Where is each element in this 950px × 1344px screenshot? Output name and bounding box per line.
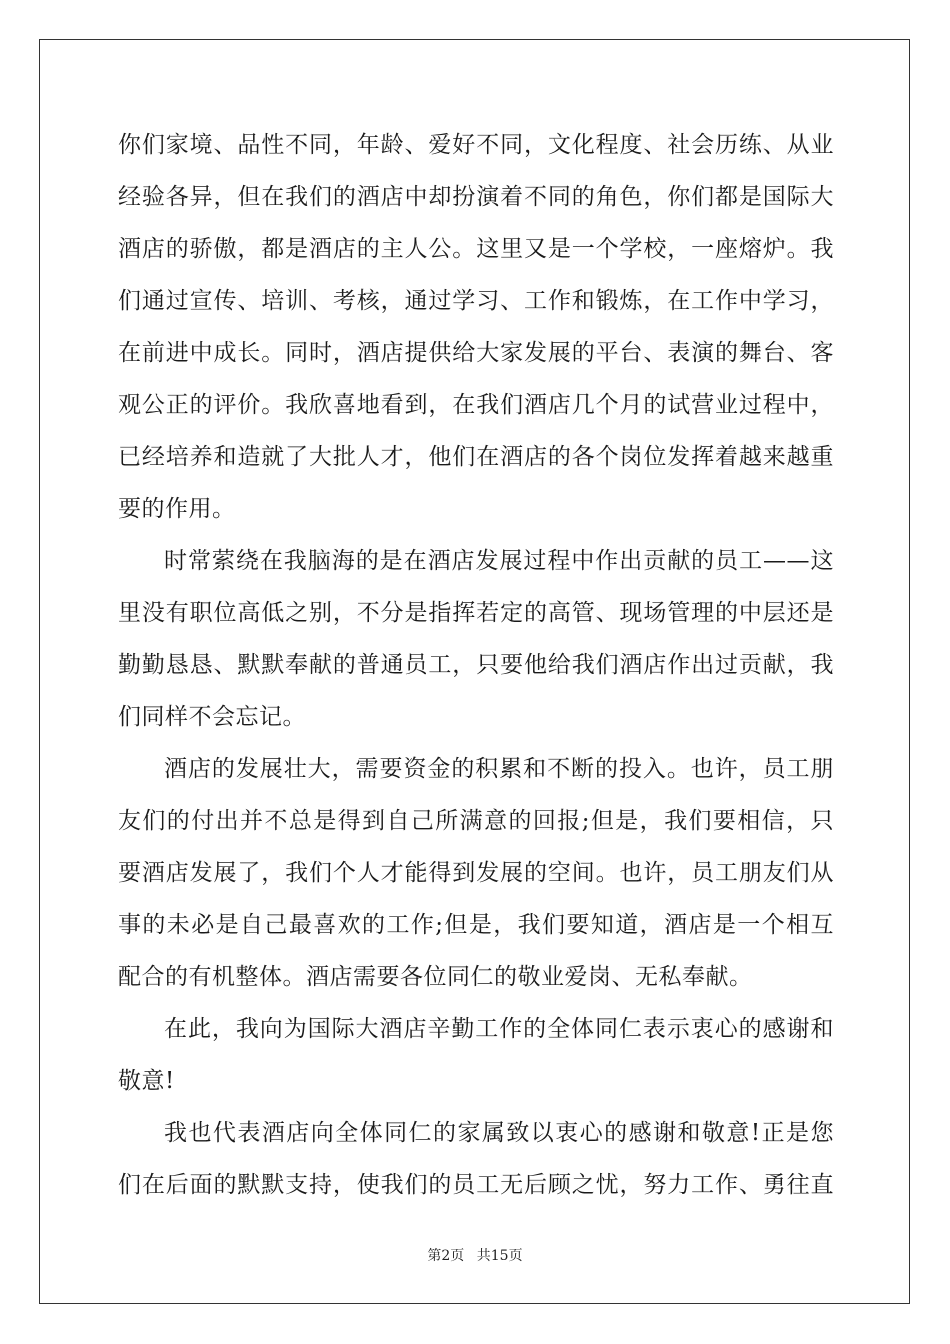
text-line: 你们家境、品性不同，年龄、爱好不同，文化程度、社会历练、从业 <box>118 132 834 158</box>
text-line: 要的作用。 <box>118 496 236 522</box>
text-line: 经验各异，但在我们的酒店中却扮演着不同的角色，你们都是国际大 <box>118 184 834 210</box>
text-line: 时常萦绕在我脑海的是在酒店发展过程中作出贡献的员工——这 <box>164 548 834 574</box>
text-line: 我也代表酒店向全体同仁的家属致以衷心的感谢和敬意!正是您 <box>164 1120 834 1146</box>
text-line: 勤勤恳恳、默默奉献的普通员工，只要他给我们酒店作出过贡献，我 <box>118 652 834 678</box>
document-body <box>118 125 834 1217</box>
page-footer <box>0 1245 950 1265</box>
text-line: 在前进中成长。同时，酒店提供给大家发展的平台、表演的舞台、客 <box>118 340 834 366</box>
text-line: 敬意! <box>118 1068 175 1094</box>
text-line: 里没有职位高低之别，不分是指挥若定的高管、现场管理的中层还是 <box>118 600 834 626</box>
text-line: 友们的付出并不总是得到自己所满意的回报;但是，我们要相信，只 <box>118 808 834 834</box>
text-line: 在此，我向为国际大酒店辛勤工作的全体同仁表示衷心的感谢和 <box>164 1016 834 1042</box>
text-line: 们同样不会忘记。 <box>118 704 306 730</box>
text-line: 酒店的骄傲，都是酒店的主人公。这里又是一个学校，一座熔炉。我 <box>118 236 834 262</box>
text-line: 观公正的评价。我欣喜地看到，在我们酒店几个月的试营业过程中， <box>118 392 834 418</box>
text-line: 配合的有机整体。酒店需要各位同仁的敬业爱岗、无私奉献。 <box>118 964 753 990</box>
text-line: 已经培养和造就了大批人才，他们在酒店的各个岗位发挥着越来越重 <box>118 444 834 470</box>
text-line: 要酒店发展了，我们个人才能得到发展的空间。也许，员工朋友们从 <box>118 860 834 886</box>
text-line: 们通过宣传、培训、考核，通过学习、工作和锻炼，在工作中学习， <box>118 288 834 314</box>
text-line: 酒店的发展壮大，需要资金的积累和不断的投入。也许，员工朋 <box>164 756 834 782</box>
page-number: 第2页 <box>427 1248 465 1264</box>
text-line: 事的未必是自己最喜欢的工作;但是，我们要知道，酒店是一个相互 <box>118 912 834 938</box>
text-line: 们在后面的默默支持，使我们的员工无后顾之忧，努力工作、勇往直 <box>118 1172 834 1198</box>
page-total: 共15页 <box>476 1248 523 1264</box>
